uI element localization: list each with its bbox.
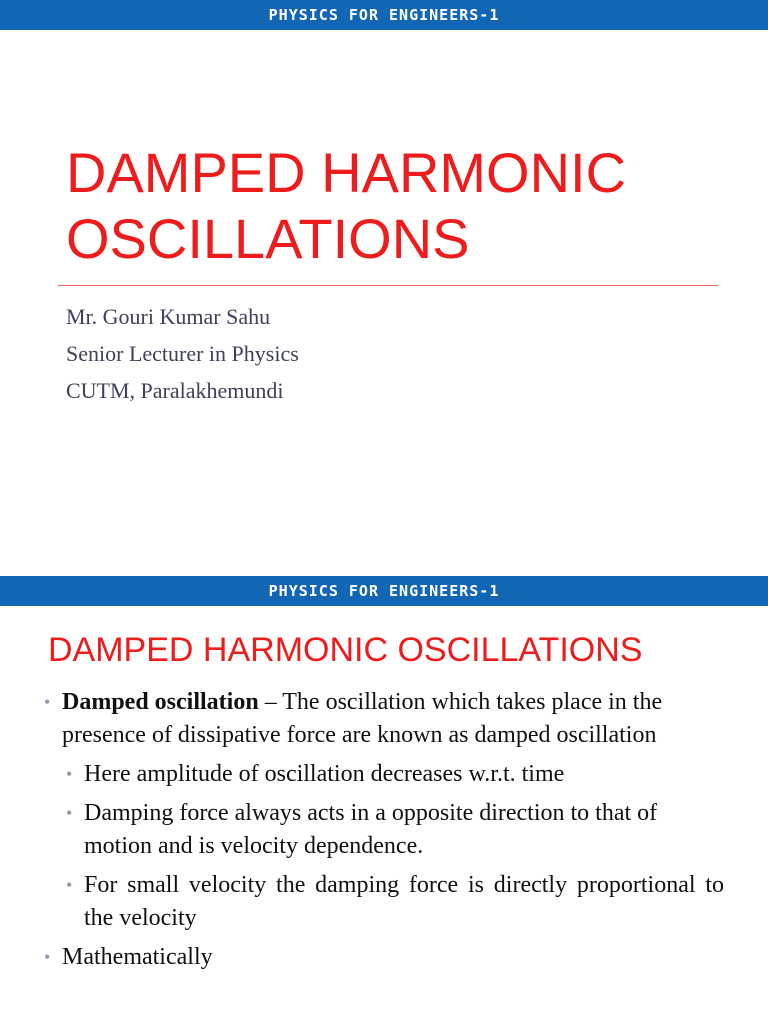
bullet-icon: • [44, 947, 51, 967]
title-divider [58, 285, 718, 286]
sub-bullet-text: Here amplitude of oscillation decreases w.r.t. time [84, 761, 565, 787]
bullet-list [44, 686, 724, 974]
list-item [66, 869, 724, 935]
author-role: Senior Lecturer in Physics [66, 341, 299, 366]
list-item [66, 758, 724, 791]
author-name: Mr. Gouri Kumar Sahu [66, 304, 271, 329]
bullet-icon: • [66, 764, 73, 784]
bullet-text: Mathematically [62, 944, 213, 970]
title-line-1: DAMPED HARMONIC [66, 141, 627, 204]
author-affiliation: CUTM, Paralakhemundi [66, 378, 284, 403]
sub-bullet-text: Damping force always acts in a opposite direction to that of motion and is velocity dependence. [84, 800, 658, 859]
title-line-2: OSCILLATIONS [66, 207, 470, 270]
bullet-icon: • [66, 875, 73, 895]
bullet-icon: • [44, 692, 51, 712]
slide-title [66, 140, 746, 272]
course-banner: PHYSICS FOR ENGINEERS-1 [0, 0, 768, 30]
course-banner: PHYSICS FOR ENGINEERS-1 [0, 576, 768, 606]
sub-bullet-text: For small velocity the damping force is directly proportional to the velocity [84, 872, 724, 931]
list-item [44, 686, 724, 752]
author-block [66, 298, 299, 409]
list-item [66, 797, 724, 863]
definition-text: – The oscillation which takes place in the presence of dissipative force are known as damped oscillation [62, 689, 663, 748]
bullet-icon: • [66, 803, 73, 823]
slide-title: DAMPED HARMONIC OSCILLATIONS [48, 631, 643, 669]
list-item [44, 941, 724, 974]
content-slide [0, 576, 768, 1024]
definition-term: Damped oscillation [62, 689, 259, 715]
